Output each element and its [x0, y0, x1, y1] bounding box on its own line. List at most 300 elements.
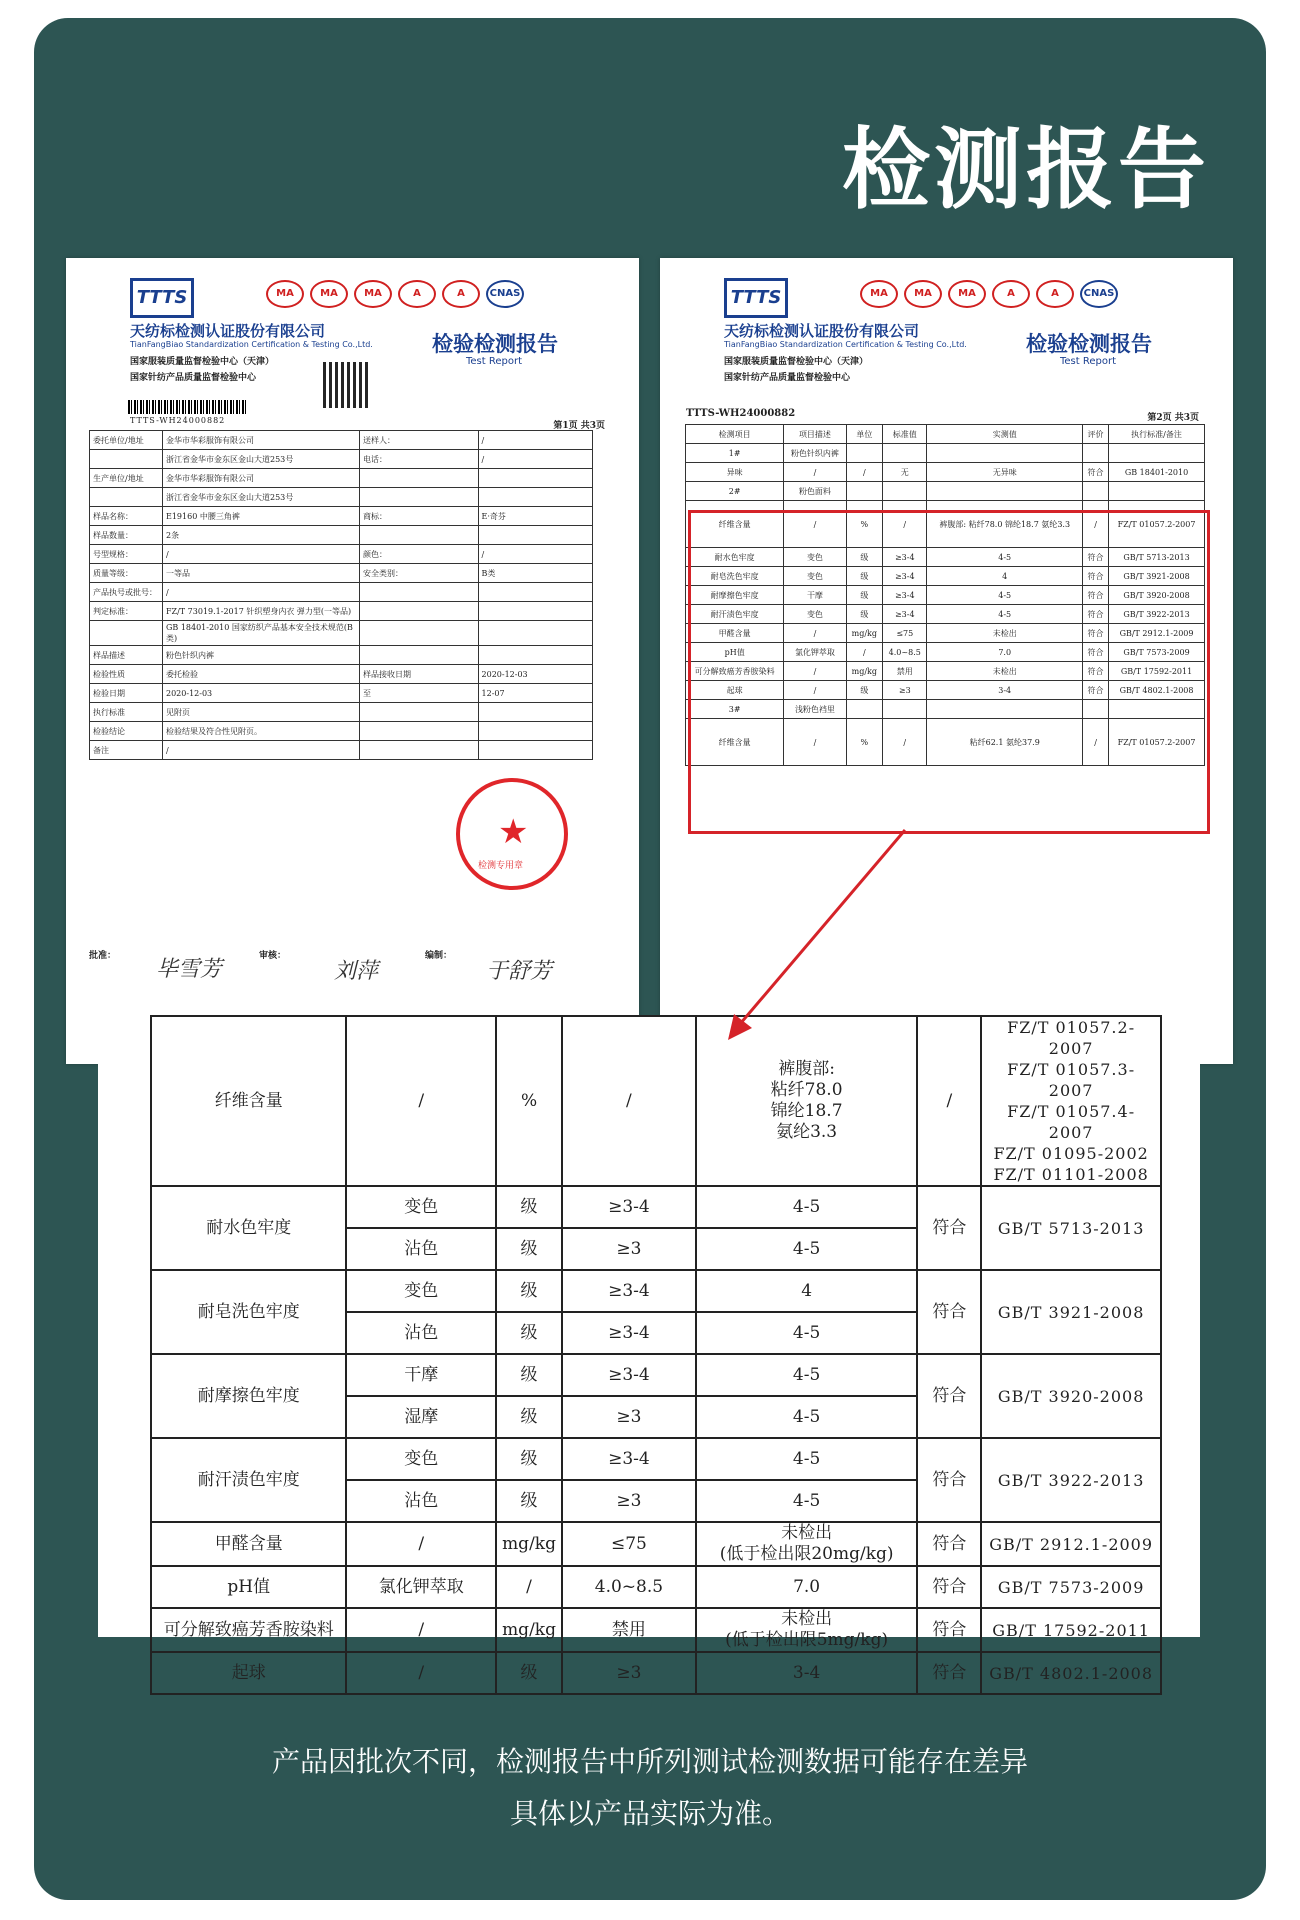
standard-value: ≥3-4 [562, 1312, 696, 1354]
table-cell: 符合 [1083, 643, 1109, 662]
page-number: 第2页 共3页 [1147, 413, 1199, 423]
column-header: 标准值 [883, 425, 927, 444]
cnas-mark: CNAS [486, 280, 524, 308]
compile-label: 编制： [425, 951, 453, 961]
standard: GB/T 3922-2013 [981, 1438, 1161, 1522]
table-cell: 粉色针织内裤 [163, 646, 360, 665]
table-row [151, 1354, 1161, 1396]
table-cell: 浙江省金华市金东区金山大道253号 [163, 488, 360, 507]
standard-value: ≥3 [562, 1480, 696, 1522]
table-cell: 裤腹部: 粘纤78.0 锦纶18.7 氨纶3.3 [927, 501, 1083, 548]
table-cell: / [163, 583, 360, 602]
item-desc: / [346, 1652, 496, 1694]
table-cell: pH值 [686, 643, 784, 662]
certification-marks [266, 280, 524, 308]
unit: mg/kg [496, 1608, 562, 1652]
table-cell: ≥3-4 [883, 548, 927, 567]
table-cell: / [846, 463, 883, 482]
cma-mark: MA [310, 280, 348, 308]
table-cell [360, 741, 479, 760]
table-cell [478, 526, 592, 545]
table-cell: 粉色面料 [784, 482, 846, 501]
table-cell: 级 [846, 586, 883, 605]
standard-value: 4.0~8.5 [562, 1566, 696, 1608]
table-cell: 样品名称： [90, 507, 163, 526]
fiber-row [151, 1016, 1161, 1186]
item-desc: 干摩 [346, 1354, 496, 1396]
table-cell: 金华市华彩服饰有限公司 [163, 469, 360, 488]
table-cell: 符合 [1083, 463, 1109, 482]
standard-value: ≥3-4 [562, 1354, 696, 1396]
table-cell: 见附页 [163, 703, 360, 722]
table-cell: / [784, 662, 846, 681]
result: 4-5 [696, 1228, 918, 1270]
table-cell: 甲醛含量 [686, 624, 784, 643]
unit: 级 [496, 1652, 562, 1694]
table-cell [90, 488, 163, 507]
table-row [151, 1186, 1161, 1228]
barcode [128, 400, 248, 414]
table-cell: 纤维含量 [686, 719, 784, 766]
table-cell: 耐摩擦色牢度 [686, 586, 784, 605]
table-cell: % [846, 501, 883, 548]
table-row [90, 564, 593, 583]
table-row [90, 431, 593, 450]
table-row [90, 450, 593, 469]
item-desc: 变色 [346, 1438, 496, 1480]
table-cell [883, 444, 927, 463]
footnote-line-1: 产品因批次不同，检测报告中所列测试检测数据可能存在差异 [271, 1745, 1028, 1778]
standard: GB/T 3920-2008 [981, 1354, 1161, 1438]
table-cell: 符合 [1083, 567, 1109, 586]
table-cell [360, 621, 479, 646]
verdict: / [917, 1016, 981, 1186]
verdict: 符合 [917, 1186, 981, 1270]
table-cell: 耐汗渍色牢度 [686, 605, 784, 624]
table-cell: / [784, 463, 846, 482]
cma-mark: MA [904, 280, 942, 308]
report-title-en: Test Report [1060, 356, 1117, 367]
table-cell: 符合 [1083, 586, 1109, 605]
table-cell: / [163, 741, 360, 760]
result: 4-5 [696, 1186, 918, 1228]
report-code: TTTS-WH24000882 [686, 408, 796, 419]
stamp-text: 检测专用章 [478, 861, 524, 871]
table-cell: 符合 [1083, 681, 1109, 700]
review-label: 审核： [259, 951, 287, 961]
item-desc: / [346, 1016, 496, 1186]
table-cell: 级 [846, 605, 883, 624]
standard: GB/T 2912.1-2009 [981, 1522, 1161, 1566]
table-cell: 异味 [686, 463, 784, 482]
verdict: 符合 [917, 1438, 981, 1522]
result-line: 未检出 [781, 1609, 833, 1629]
table-cell: 未检出 [927, 624, 1083, 643]
standard [981, 1016, 1161, 1186]
standard-value: ≥3-4 [562, 1186, 696, 1228]
signature: 刘萍 [334, 959, 379, 984]
unit: 级 [496, 1438, 562, 1480]
page-title: 检测报告 [841, 118, 1210, 221]
results-table [150, 1015, 1162, 1695]
table-cell: / [163, 545, 360, 564]
table-row [90, 526, 593, 545]
result [696, 1608, 918, 1652]
table-cell: / [478, 450, 592, 469]
result: 4-5 [696, 1480, 918, 1522]
cal-mark: A [1036, 280, 1074, 308]
table-row [90, 665, 593, 684]
table-cell: 级 [846, 567, 883, 586]
result: 4-5 [696, 1354, 918, 1396]
table-cell: 样品接收日期 [360, 665, 479, 684]
standard: GB/T 3921-2008 [981, 1270, 1161, 1354]
table-row [90, 469, 593, 488]
cnas-mark: CNAS [1080, 280, 1118, 308]
table-cell: GB 18401-2010 [1109, 463, 1205, 482]
table-cell [927, 444, 1083, 463]
standard-line: FZ/T 01057.4-2007 [1007, 1102, 1136, 1142]
item-desc: 沾色 [346, 1228, 496, 1270]
table-cell: / [883, 501, 927, 548]
table-header-row [686, 425, 1205, 444]
table-cell [478, 741, 592, 760]
table-cell: 浙江省金华市金东区金山大道253号 [163, 450, 360, 469]
table-cell: % [846, 719, 883, 766]
table-cell: 备注 [90, 741, 163, 760]
table-cell: GB/T 3921-2008 [1109, 567, 1205, 586]
standard-value: / [562, 1016, 696, 1186]
table-cell: GB/T 2912.1-2009 [1109, 624, 1205, 643]
table-cell: 3# [686, 700, 784, 719]
column-header: 单位 [846, 425, 883, 444]
result: 4-5 [696, 1396, 918, 1438]
table-cell: FZ/T 01057.2-2007 [1109, 501, 1205, 548]
table-cell: mg/kg [846, 624, 883, 643]
item-name: 纤维含量 [151, 1016, 346, 1186]
table-cell: 12-07 [478, 684, 592, 703]
table-cell: 4-5 [927, 586, 1083, 605]
signature: 于舒芳 [486, 959, 553, 984]
table-cell [846, 482, 883, 501]
table-row [151, 1270, 1161, 1312]
table-cell [478, 469, 592, 488]
result: 4-5 [696, 1438, 918, 1480]
table-cell: 送样人： [360, 431, 479, 450]
table-cell: 耐水色牢度 [686, 548, 784, 567]
item-name: pH值 [151, 1566, 346, 1608]
column-header: 实测值 [927, 425, 1083, 444]
standard: GB/T 17592-2011 [981, 1608, 1161, 1652]
table-cell: / [784, 681, 846, 700]
table-cell: 变色 [784, 605, 846, 624]
cal-mark: A [992, 280, 1030, 308]
table-cell: / [784, 501, 846, 548]
item-name: 耐汗渍色牢度 [151, 1438, 346, 1522]
center-name: 国家针纺产品质量监督检验中心 [724, 373, 851, 383]
table-cell [883, 482, 927, 501]
table-row [90, 703, 593, 722]
standard-value: ≥3 [562, 1652, 696, 1694]
official-stamp [456, 778, 568, 890]
result-line: 3-4 [792, 1662, 821, 1683]
table-cell: 未检出 [927, 662, 1083, 681]
result-line: 锦纶18.7 [770, 1101, 843, 1121]
table-cell [360, 722, 479, 741]
table-row [151, 1438, 1161, 1480]
unit: % [496, 1016, 562, 1186]
result [696, 1566, 918, 1608]
standard-line: FZ/T 01101-2008 [993, 1165, 1149, 1184]
result-line: 粘纤78.0 [770, 1080, 843, 1100]
cma-mark: MA [860, 280, 898, 308]
report-page-2 [660, 258, 1233, 1064]
table-cell: ≥3-4 [883, 586, 927, 605]
table-cell: 号型规格： [90, 545, 163, 564]
table-cell: B类 [478, 564, 592, 583]
cma-mark: MA [948, 280, 986, 308]
unit: 级 [496, 1354, 562, 1396]
table-cell: 无异味 [927, 463, 1083, 482]
company-name-en: TianFangBiao Standardization Certification & Testing Co.,Ltd. [724, 340, 967, 349]
verdict: 符合 [917, 1354, 981, 1438]
report-page-1 [66, 258, 639, 1064]
center-name: 国家针纺产品质量监督检验中心 [130, 373, 257, 383]
table-cell: / [1083, 719, 1109, 766]
table-cell: 3-4 [927, 681, 1083, 700]
standard: GB/T 4802.1-2008 [981, 1652, 1161, 1694]
result-line: 氨纶3.3 [776, 1122, 838, 1142]
table-cell: 可分解致癌芳香胺染料 [686, 662, 784, 681]
standard-value: 禁用 [562, 1608, 696, 1652]
table-cell: 生产单位/地址 [90, 469, 163, 488]
verdict: 符合 [917, 1608, 981, 1652]
table-cell: 样品数量： [90, 526, 163, 545]
table-cell: 起球 [686, 681, 784, 700]
table-cell: 判定标准： [90, 602, 163, 621]
table-cell [360, 488, 479, 507]
signature: 毕雪芳 [156, 957, 223, 982]
table-cell: / [883, 719, 927, 766]
table-cell [360, 602, 479, 621]
item-desc: 湿摩 [346, 1396, 496, 1438]
table-cell: GB/T 7573-2009 [1109, 643, 1205, 662]
table-cell: / [478, 431, 592, 450]
table-row [90, 621, 593, 646]
table-cell: 耐皂洗色牢度 [686, 567, 784, 586]
standard-value: ≥3-4 [562, 1270, 696, 1312]
table-cell: 执行标准 [90, 703, 163, 722]
table-cell: 检验结论 [90, 722, 163, 741]
table-row [90, 646, 593, 665]
star-icon: ★ [498, 812, 529, 852]
column-header: 项目描述 [784, 425, 846, 444]
item-desc: / [346, 1522, 496, 1566]
table-cell: 金华市华彩服饰有限公司 [163, 431, 360, 450]
table-cell [478, 602, 592, 621]
ttts-logo: TTTS [724, 278, 788, 318]
result-line: 7.0 [793, 1576, 821, 1597]
unit: 级 [496, 1270, 562, 1312]
ttts-logo: TTTS [130, 278, 194, 318]
standard-value: ≥3 [562, 1396, 696, 1438]
table-cell: 电话： [360, 450, 479, 469]
table-row [151, 1608, 1161, 1652]
item-desc: 氯化钾萃取 [346, 1566, 496, 1608]
table-cell: 符合 [1083, 662, 1109, 681]
item-name: 甲醛含量 [151, 1522, 346, 1566]
table-cell: E19160 中腰三角裤 [163, 507, 360, 526]
standard-value: ≥3-4 [562, 1438, 696, 1480]
table-cell [1109, 482, 1205, 501]
table-cell [478, 583, 592, 602]
table-cell [478, 646, 592, 665]
table-cell: 质量等级： [90, 564, 163, 583]
table-cell: 4 [927, 567, 1083, 586]
table-row [90, 602, 593, 621]
table-row [151, 1566, 1161, 1608]
table-cell: 干摩 [784, 586, 846, 605]
table-cell: ≥3-4 [883, 567, 927, 586]
table-row [151, 1652, 1161, 1694]
table-cell: 检验结果及符合性见附页。 [163, 722, 360, 741]
table-row [90, 741, 593, 760]
unit: 级 [496, 1396, 562, 1438]
result-line: 未检出 [781, 1523, 833, 1543]
result [696, 1652, 918, 1694]
table-cell [360, 703, 479, 722]
center-name: 国家服装质量监督检验中心（天津） [724, 357, 869, 367]
table-row [90, 488, 593, 507]
table-cell: 符合 [1083, 605, 1109, 624]
standard: GB/T 7573-2009 [981, 1566, 1161, 1608]
result [696, 1522, 918, 1566]
table-cell: ≥3-4 [883, 605, 927, 624]
table-cell [478, 488, 592, 507]
center-name: 国家服装质量监督检验中心（天津） [130, 357, 275, 367]
item-name: 起球 [151, 1652, 346, 1694]
company-name: 天纺标检测认证股份有限公司 [130, 322, 326, 340]
column-header: 评价 [1083, 425, 1109, 444]
standard-value: ≤75 [562, 1522, 696, 1566]
table-cell: 粘纤62.1 氨纶37.9 [927, 719, 1083, 766]
table-cell: 粉色针织内裤 [784, 444, 846, 463]
unit: / [496, 1566, 562, 1608]
table-cell: 氯化钾萃取 [784, 643, 846, 662]
item-desc: 变色 [346, 1186, 496, 1228]
table-cell: 安全类别： [360, 564, 479, 583]
table-cell: 纤维含量 [686, 501, 784, 548]
table-cell: 无 [883, 463, 927, 482]
table-cell: FZ/T 01057.2-2007 [1109, 719, 1205, 766]
table-row [90, 722, 593, 741]
table-cell: mg/kg [846, 662, 883, 681]
result-line: (低于检出限20mg/kg) [719, 1544, 894, 1564]
approve-label: 批准： [89, 951, 117, 961]
table-cell: / [1083, 501, 1109, 548]
table-row [90, 684, 593, 703]
table-cell: 变色 [784, 567, 846, 586]
cma-mark: MA [354, 280, 392, 308]
table-cell: E·奇芬 [478, 507, 592, 526]
table-cell [360, 646, 479, 665]
table-cell: 变色 [784, 548, 846, 567]
table-row [686, 482, 1205, 501]
table-cell: ≥3 [883, 681, 927, 700]
table-cell: 2条 [163, 526, 360, 545]
table-cell [1083, 444, 1109, 463]
standard: GB/T 5713-2013 [981, 1186, 1161, 1270]
report-title: 检验检测报告 [1026, 332, 1152, 356]
item-name: 耐皂洗色牢度 [151, 1270, 346, 1354]
table-cell: GB/T 4802.1-2008 [1109, 681, 1205, 700]
table-cell: GB/T 3922-2013 [1109, 605, 1205, 624]
table-cell: / [478, 545, 592, 564]
table-cell [360, 526, 479, 545]
table-row [90, 583, 593, 602]
item-desc: 沾色 [346, 1480, 496, 1522]
table-cell: 颜色： [360, 545, 479, 564]
table-cell [478, 621, 592, 646]
page-number: 第1页 共3页 [553, 421, 605, 431]
table-cell: 浅粉色裆里 [784, 700, 846, 719]
standard-value: ≥3 [562, 1228, 696, 1270]
result-line: (低于检出限5mg/kg) [725, 1630, 889, 1650]
table-row [151, 1522, 1161, 1566]
table-cell: 符合 [1083, 548, 1109, 567]
table-cell: 4-5 [927, 605, 1083, 624]
verdict: 符合 [917, 1270, 981, 1354]
table-cell: GB/T 3920-2008 [1109, 586, 1205, 605]
column-header: 执行标准/备注 [1109, 425, 1205, 444]
table-cell: 4.0~8.5 [883, 643, 927, 662]
unit: 级 [496, 1186, 562, 1228]
standard-line: FZ/T 01057.2-2007 [1007, 1018, 1136, 1058]
table-cell: 4-5 [927, 548, 1083, 567]
zoomed-results [98, 1015, 1200, 1683]
table-cell: ≤75 [883, 624, 927, 643]
table-cell: 级 [846, 681, 883, 700]
table-cell: 2020-12-03 [478, 665, 592, 684]
unit: 级 [496, 1228, 562, 1270]
footnote-line-2: 具体以产品实际为准。 [509, 1797, 790, 1830]
item-desc: 变色 [346, 1270, 496, 1312]
verdict: 符合 [917, 1566, 981, 1608]
report-code: TTTS-WH24000882 [130, 416, 226, 425]
table-cell [478, 722, 592, 741]
qr-code [323, 362, 369, 408]
verdict: 符合 [917, 1522, 981, 1566]
table-cell: 产品执号或批号： [90, 583, 163, 602]
table-cell: GB/T 5713-2013 [1109, 548, 1205, 567]
standard-line: FZ/T 01095-2002 [993, 1144, 1149, 1163]
table-cell [927, 482, 1083, 501]
table-row [686, 463, 1205, 482]
item-desc: / [346, 1608, 496, 1652]
certification-marks [860, 280, 1118, 308]
table-cell: 7.0 [927, 643, 1083, 662]
table-cell: / [846, 643, 883, 662]
table-cell: GB 18401-2010 国家纺织产品基本安全技术规范(B类) [163, 621, 360, 646]
table-cell: 2020-12-03 [163, 684, 360, 703]
table-row [90, 507, 593, 526]
report-info-table [89, 430, 593, 760]
table-cell: 一等品 [163, 564, 360, 583]
verdict: 符合 [917, 1652, 981, 1694]
unit: 级 [496, 1480, 562, 1522]
cma-mark: MA [266, 280, 304, 308]
item-desc: 沾色 [346, 1312, 496, 1354]
